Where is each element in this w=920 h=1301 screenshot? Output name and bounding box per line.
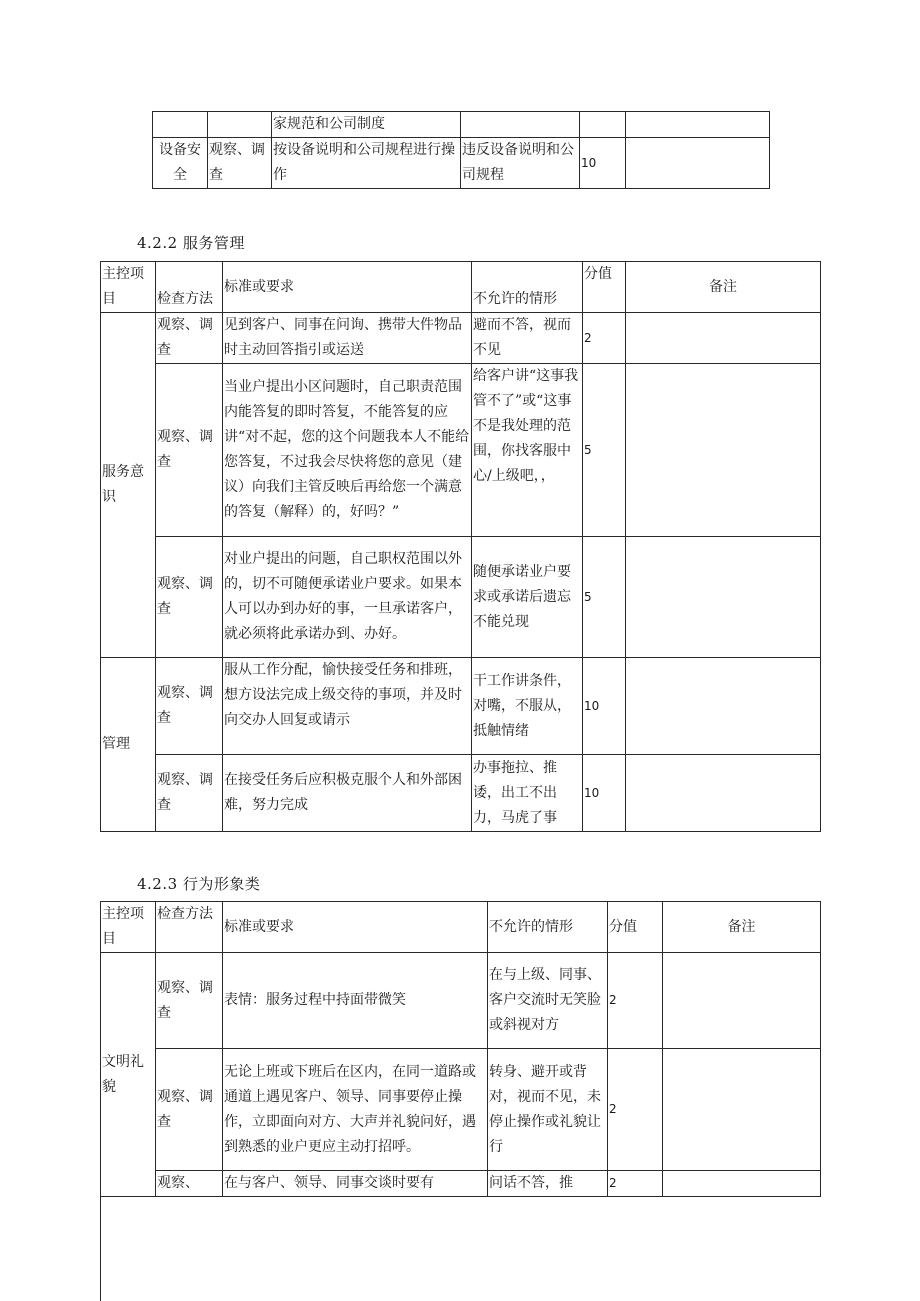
score-cell — [580, 112, 626, 138]
header-violation: 不允许的情形 — [488, 902, 608, 953]
table-row — [101, 537, 821, 658]
behavior-image-table — [100, 901, 821, 1197]
table-row — [101, 1171, 821, 1197]
item-cell — [153, 112, 208, 138]
violation-cell: 随便承诺业户要求或承诺后遗忘不能兑现 — [472, 537, 583, 658]
standard-cell: 见到客户、同事在问询、携带大件物品时主动回答指引或运送 — [223, 313, 472, 364]
standard-cell: 无论上班或下班后在区内，在同一道路或通道上遇见客户、领导、同事要停止操作，立即面向对方、大声并礼貌问好，遇到熟悉的业户更应主动打招呼。 — [223, 1049, 488, 1171]
violation-cell — [461, 112, 580, 138]
violation-cell: 转身、避开或背对，视而不见，未停止操作或礼貌让行 — [488, 1049, 608, 1171]
standard-cell: 服从工作分配，愉快接受任务和排班，想方设法完成上级交待的事项，并及时向交办人回复或请示 — [223, 658, 472, 755]
method-cell: 观察、调查 — [156, 313, 223, 364]
method-cell: 观察、调查 — [156, 658, 223, 755]
item-cell-service-awareness: 服务意识 — [101, 313, 156, 658]
violation-cell: 违反设备说明和公司规程 — [461, 138, 580, 189]
standard-cell: 在与客户、领导、同事交谈时要有 — [223, 1171, 488, 1197]
score-cell: 5 — [583, 537, 626, 658]
table-row — [101, 313, 821, 364]
remark-cell — [626, 313, 821, 364]
header-standard: 标准或要求 — [223, 262, 472, 313]
header-item: 主控项目 — [101, 902, 156, 953]
section-heading-service: 4.2.2 服务管理 — [137, 234, 245, 252]
remark-cell — [626, 658, 821, 755]
violation-cell: 问话不答，推 — [488, 1171, 608, 1197]
header-score: 分值 — [608, 902, 663, 953]
score-cell: 2 — [583, 313, 626, 364]
remark-cell — [626, 537, 821, 658]
remark-cell — [626, 755, 821, 832]
score-cell: 2 — [608, 953, 663, 1049]
remark-cell — [626, 138, 770, 189]
table-row — [101, 658, 821, 755]
remark-cell — [626, 112, 770, 138]
section-heading-behavior: 4.2.3 行为形象类 — [137, 875, 261, 893]
standard-cell: 家规范和公司制度 — [272, 112, 461, 138]
header-remark: 备注 — [663, 902, 821, 953]
table-header-row — [101, 262, 821, 313]
score-cell: 5 — [583, 364, 626, 537]
method-cell: 观察、调查 — [156, 1049, 223, 1171]
score-cell: 10 — [583, 755, 626, 832]
method-cell: 观察、调查 — [208, 138, 272, 189]
standard-cell: 当业户提出小区问题时，自己职责范围内能答复的即时答复，不能答复的应讲“对不起，您的这个问题我本人不能给您答复，不过我会尽快将您的意见（建议）向我们主管反映后再给您一个满意的答复（解释）的，好吗？” — [223, 364, 472, 537]
item-cell-management: 管理 — [101, 658, 156, 832]
method-cell: 观察、 — [156, 1171, 223, 1197]
method-cell: 观察、调查 — [156, 755, 223, 832]
standard-cell: 对业户提出的问题，自己职权范围以外的，切不可随便承诺业户要求。如果本人可以办到办好的事，一旦承诺客户，就必须将此承诺办到、办好。 — [223, 537, 472, 658]
score-cell: 10 — [580, 138, 626, 189]
header-method: 检查方法 — [156, 902, 223, 953]
method-cell: 观察、调查 — [156, 537, 223, 658]
score-cell: 2 — [608, 1171, 663, 1197]
standard-cell: 按设备说明和公司规程进行操作 — [272, 138, 461, 189]
violation-cell: 避而不答，视而不见 — [472, 313, 583, 364]
table-row — [101, 755, 821, 832]
header-violation: 不允许的情形 — [472, 262, 583, 313]
violation-cell: 在与上级、同事、客户交流时无笑脸或斜视对方 — [488, 953, 608, 1049]
equipment-table-continued — [152, 111, 770, 189]
remark-cell — [663, 953, 821, 1049]
score-cell: 2 — [608, 1049, 663, 1171]
item-cell-courtesy: 文明礼貌 — [101, 953, 156, 1197]
standard-cell: 在接受任务后应积极克服个人和外部困难，努力完成 — [223, 755, 472, 832]
header-method: 检查方法 — [156, 262, 223, 313]
standard-cell: 表情：服务过程中持面带微笑 — [223, 953, 488, 1049]
table-row — [101, 1049, 821, 1171]
violation-cell: 办事拖拉、推诿，出工不出力，马虎了事 — [472, 755, 583, 832]
header-score: 分值 — [583, 262, 626, 313]
score-cell: 10 — [583, 658, 626, 755]
table-header-row — [101, 902, 821, 953]
header-remark: 备注 — [626, 262, 821, 313]
table-row — [101, 364, 821, 537]
table-row — [153, 112, 770, 138]
method-cell — [208, 112, 272, 138]
method-cell: 观察、调查 — [156, 953, 223, 1049]
method-cell: 观察、调查 — [156, 364, 223, 537]
table-row — [101, 953, 821, 1049]
service-management-table — [100, 261, 821, 832]
violation-cell: 给客户讲“这事我管不了”或“这事不是我处理的范围，你找客服中心/上级吧，， — [472, 364, 583, 537]
violation-cell: 干工作讲条件，对嘴，不服从，抵触情绪 — [472, 658, 583, 755]
table-row — [153, 138, 770, 189]
remark-cell — [663, 1049, 821, 1171]
remark-cell — [663, 1171, 821, 1197]
table-continuation-line — [100, 1193, 101, 1301]
header-item: 主控项目 — [101, 262, 156, 313]
remark-cell — [626, 364, 821, 537]
item-cell: 设备安全 — [153, 138, 208, 189]
header-standard: 标准或要求 — [223, 902, 488, 953]
